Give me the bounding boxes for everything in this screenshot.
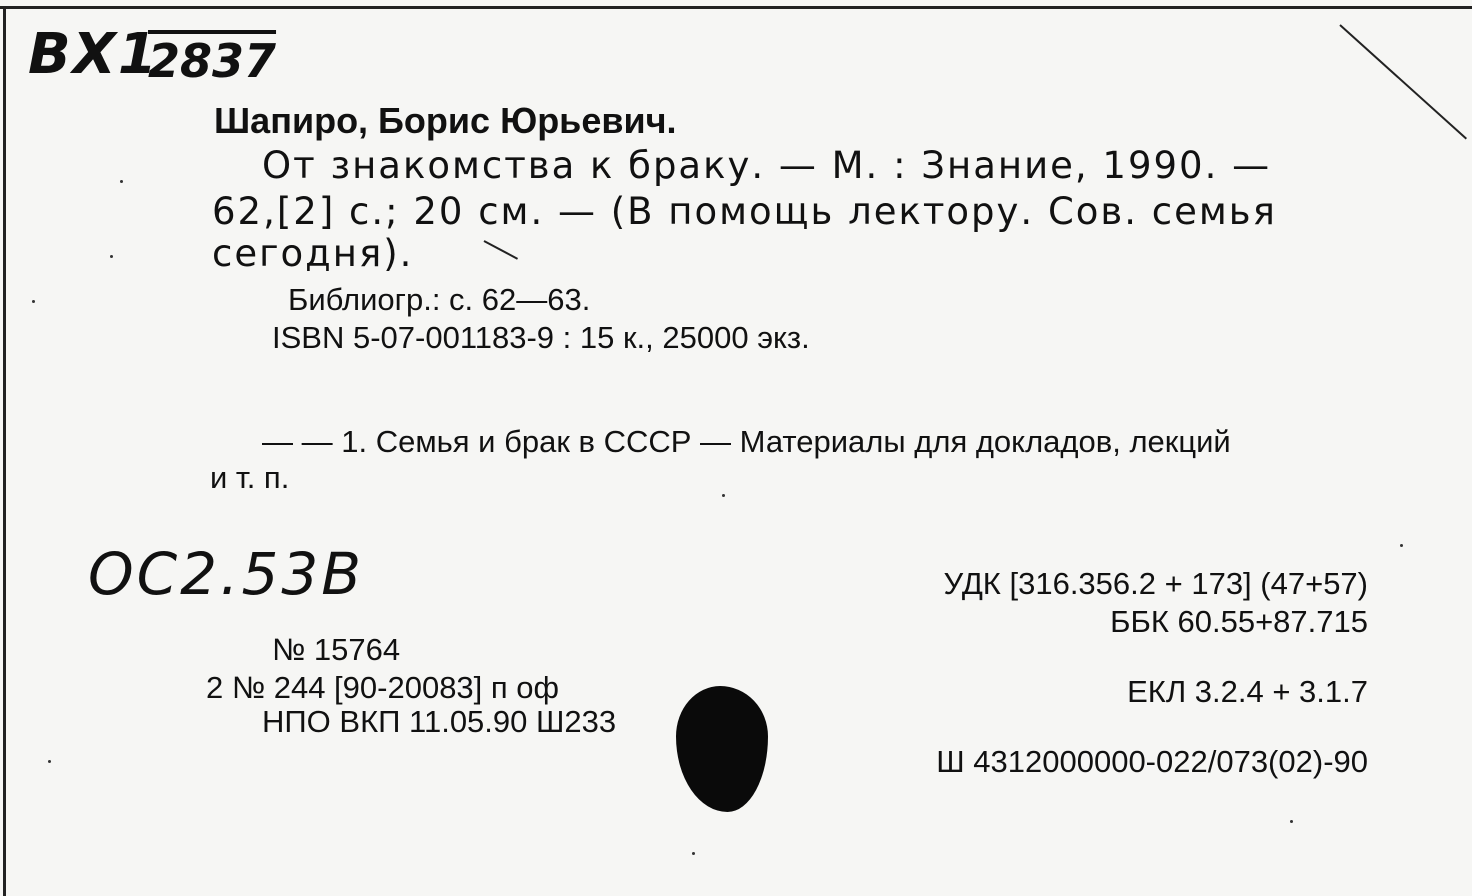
catalog-code: Ш 4312000000-022/073(02)-90 <box>936 744 1368 779</box>
speck <box>692 852 695 855</box>
printer-line: НПО ВКП 11.05.90 Ш233 <box>262 704 617 739</box>
speck <box>1290 820 1293 823</box>
title-line-2: 62,[2] с.; 20 см. — (В помощь лектору. Сов. семья <box>212 190 1277 233</box>
accession-number: 2837 <box>148 34 277 88</box>
corner-scratch <box>1339 24 1467 139</box>
subject-line-1: — — 1. Семья и брак в СССР — Материалы для докладов, лекций <box>262 424 1231 459</box>
ink-blot <box>676 686 768 812</box>
speck <box>110 255 113 258</box>
speck <box>32 300 35 303</box>
bibliography-note: Библиогр.: с. 62—63. <box>288 282 591 317</box>
isbn-line: ISBN 5-07-001183-9 : 15 к., 25000 экз. <box>272 320 810 355</box>
card-number: № 15764 <box>272 632 401 667</box>
speck <box>120 180 123 183</box>
accession-prefix: ВХ1 <box>28 22 159 87</box>
card-left-border <box>3 6 6 896</box>
speck <box>1400 544 1403 547</box>
title-line-1: От знакомства к браку. — М. : Знание, 1990. — <box>262 144 1272 187</box>
ekl-classification: ЕКЛ 3.2.4 + 3.1.7 <box>1127 674 1368 709</box>
arrow-mark <box>484 240 518 260</box>
title-line-3: сегодня). <box>212 232 414 275</box>
bbk-classification: ББК 60.55+87.715 <box>1110 604 1368 639</box>
udk-classification: УДК [316.356.2 + 173] (47+57) <box>943 566 1368 601</box>
subject-line-2: и т. п. <box>210 460 290 495</box>
speck <box>722 494 725 497</box>
speck <box>48 760 51 763</box>
shelf-mark: ОС2.53В <box>88 540 365 608</box>
order-line: 2 № 244 [90-20083] п оф <box>206 670 560 705</box>
author-heading: Шапиро, Борис Юрьевич. <box>214 100 677 141</box>
card-top-border <box>0 6 1472 9</box>
